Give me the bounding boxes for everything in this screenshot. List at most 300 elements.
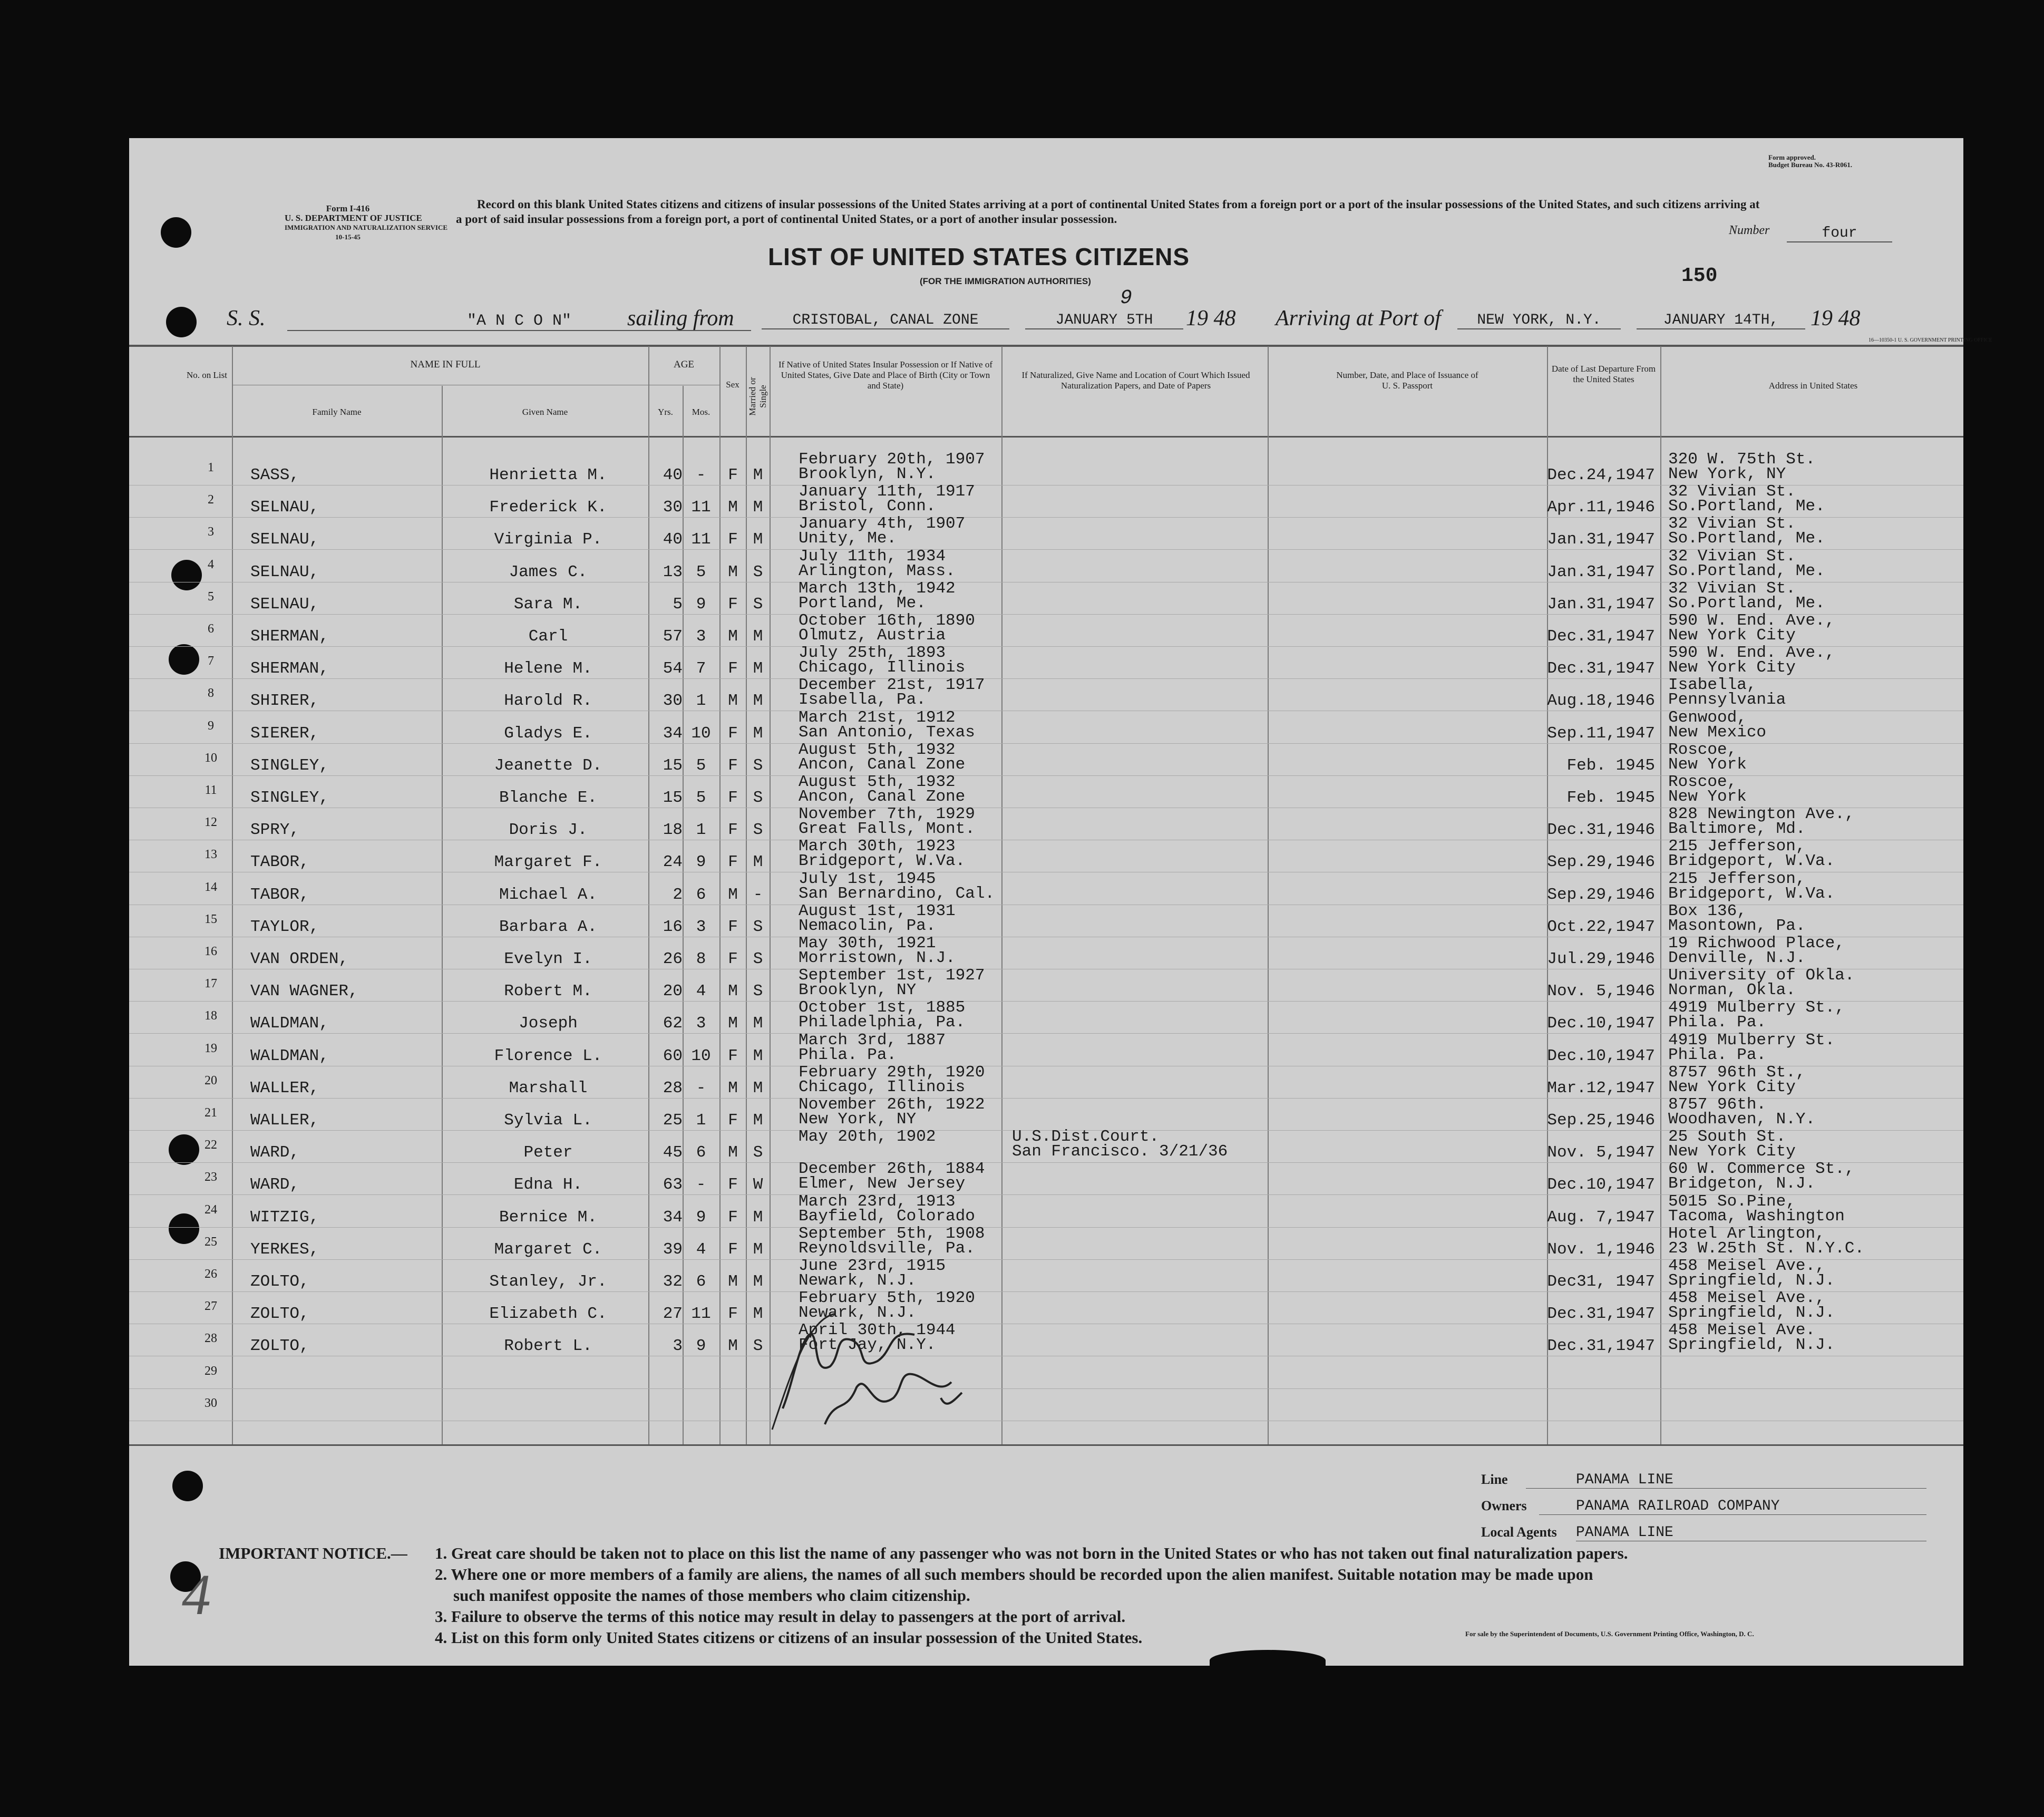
sex: F bbox=[728, 530, 738, 549]
form-id-block bbox=[285, 203, 448, 242]
birth-date: March 13th, 1942 bbox=[799, 579, 956, 598]
sex: M bbox=[728, 1272, 738, 1291]
age-months: 6 bbox=[696, 1143, 706, 1162]
address-line-2: New York City bbox=[1668, 1142, 1796, 1161]
naturalization-court: U.S.Dist.Court. bbox=[1012, 1128, 1160, 1146]
notice-item-2-continued: such manifest opposite the names of those members who claim citizenship. bbox=[453, 1586, 970, 1605]
birth-place: Ancon, Canal Zone bbox=[799, 755, 966, 774]
age-months: 9 bbox=[696, 595, 706, 614]
marital-status: S bbox=[753, 595, 763, 614]
header-passport: Number, Date, and Place of Issuance of U. S. Passport bbox=[1336, 370, 1478, 391]
birth-date: January 4th, 1907 bbox=[799, 514, 966, 533]
col-rule bbox=[232, 346, 233, 1444]
notice-item-1: 1. Great care should be taken not to place on this list the name of any passenger who was not born in the United States or who has not taken out final naturalization papers. bbox=[435, 1544, 1628, 1562]
address-line-2: So.Portland, Me. bbox=[1668, 561, 1825, 580]
marital-status: M bbox=[753, 1046, 763, 1065]
birth-date: March 3rd, 1887 bbox=[799, 1031, 946, 1050]
departure-port: CRISTOBAL, CANAL ZONE bbox=[762, 312, 1009, 329]
row-number: 20 bbox=[205, 1073, 217, 1087]
birth-place: Nemacolin, Pa. bbox=[799, 916, 936, 935]
last-departure-date: Oct.22,1947 bbox=[1547, 917, 1655, 936]
row-number: 10 bbox=[205, 751, 217, 765]
family-name: WITZIG, bbox=[250, 1208, 319, 1227]
address-line-1: 828 Newington Ave., bbox=[1668, 805, 1855, 824]
age-months: 10 bbox=[691, 724, 711, 743]
given-name: Henrietta M. bbox=[489, 466, 607, 484]
sex: F bbox=[728, 1046, 738, 1065]
marital-status: M bbox=[753, 1305, 763, 1324]
number-value: four bbox=[1787, 225, 1892, 242]
age-years: 54 bbox=[663, 659, 683, 678]
marital-status: M bbox=[753, 1078, 763, 1097]
family-name: WALLER, bbox=[250, 1078, 319, 1097]
age-years: 60 bbox=[663, 1046, 683, 1065]
given-name: Elizabeth C. bbox=[489, 1305, 607, 1324]
birth-place: Philadelphia, Pa. bbox=[799, 1013, 966, 1032]
family-name: SINGLEY, bbox=[250, 756, 329, 775]
birth-date: June 23rd, 1915 bbox=[799, 1257, 946, 1275]
last-departure-date: Nov. 1,1946 bbox=[1547, 1240, 1655, 1259]
age-months: 4 bbox=[696, 1240, 706, 1259]
birth-place: Brooklyn, NY bbox=[799, 981, 917, 1000]
col-rule bbox=[719, 346, 721, 1444]
address-line-1: 32 Vivian St. bbox=[1668, 514, 1796, 533]
given-name: Doris J. bbox=[509, 821, 588, 840]
family-name: SASS, bbox=[250, 466, 300, 484]
departure-date: JANUARY 5TH bbox=[1025, 312, 1183, 329]
birth-date: July 25th, 1893 bbox=[799, 644, 946, 663]
last-departure-date: Sep.25,1946 bbox=[1547, 1111, 1655, 1130]
age-months: 7 bbox=[696, 659, 706, 678]
age-months: 10 bbox=[691, 1046, 711, 1065]
given-name: Marshall bbox=[509, 1078, 588, 1097]
address-line-1: 25 South St. bbox=[1668, 1128, 1786, 1146]
marital-status: M bbox=[753, 530, 763, 549]
age-years: 15 bbox=[663, 789, 683, 807]
birth-place: San Bernardino, Cal. bbox=[799, 884, 995, 903]
marital-status: M bbox=[753, 724, 763, 743]
address-line-1: 458 Meisel Ave. bbox=[1668, 1321, 1816, 1340]
family-name: SELNAU, bbox=[250, 595, 319, 614]
row-number: 18 bbox=[205, 1009, 217, 1023]
arriving-label: Arriving at Port of bbox=[1276, 306, 1441, 331]
address-line-1: Hotel Arlington, bbox=[1668, 1224, 1825, 1243]
row-number: 6 bbox=[208, 622, 214, 636]
sex: M bbox=[728, 1014, 738, 1033]
agents-label: Local Agents bbox=[1481, 1524, 1557, 1540]
address-line-1: 458 Meisel Ave., bbox=[1668, 1289, 1825, 1308]
last-departure-date: Dec.10,1947 bbox=[1547, 1046, 1655, 1065]
age-months: 4 bbox=[696, 982, 706, 1001]
page-subtitle: (FOR THE IMMIGRATION AUTHORITIES) bbox=[920, 276, 1091, 286]
address-line-2: New York City bbox=[1668, 1077, 1796, 1096]
punch-hole bbox=[166, 307, 197, 337]
birth-date: February 20th, 1907 bbox=[799, 450, 985, 469]
last-departure-date: Aug.18,1946 bbox=[1547, 692, 1655, 711]
row-number: 3 bbox=[208, 525, 214, 539]
printer-note: For sale by the Superintendent of Documents, U.S. Government Printing Office, Washington, D. C. bbox=[1465, 1630, 1754, 1638]
family-name: ZOLTO, bbox=[250, 1337, 309, 1356]
header-no: No. on List bbox=[187, 370, 227, 380]
family-name: SELNAU, bbox=[250, 562, 319, 581]
given-name: Florence L. bbox=[494, 1046, 602, 1065]
birth-date: November 26th, 1922 bbox=[799, 1095, 985, 1114]
arrival-port: NEW YORK, N.Y. bbox=[1457, 312, 1621, 329]
header-sex: Sex bbox=[726, 380, 739, 390]
family-name: VAN WAGNER, bbox=[250, 982, 358, 1001]
address-line-2: So.Portland, Me. bbox=[1668, 497, 1825, 516]
line-value: PANAMA LINE bbox=[1526, 1472, 1926, 1489]
header-naturalized: If Naturalized, Give Name and Location of Court Which Issued Naturalization Papers, and Date of Papers bbox=[1021, 370, 1250, 391]
address-line-1: 590 W. End. Ave., bbox=[1668, 644, 1835, 663]
sex: F bbox=[728, 466, 738, 484]
row-number: 1 bbox=[208, 461, 214, 474]
marital-status: S bbox=[753, 950, 763, 968]
family-name: SELNAU, bbox=[250, 530, 319, 549]
sex: F bbox=[728, 756, 738, 775]
family-name: TAYLOR, bbox=[250, 917, 319, 936]
given-name: Robert L. bbox=[504, 1337, 592, 1356]
manifest-sheet bbox=[129, 138, 1992, 1666]
birth-date: August 1st, 1931 bbox=[799, 901, 956, 920]
header-address: Address in United States bbox=[1768, 381, 1858, 391]
table-bottom-rule bbox=[129, 1444, 1963, 1446]
birth-place: Isabella, Pa. bbox=[799, 691, 926, 710]
birth-date: May 20th, 1902 bbox=[799, 1128, 936, 1146]
paper-tear bbox=[1210, 1650, 1326, 1671]
sex: F bbox=[728, 789, 738, 807]
age-months: 1 bbox=[696, 821, 706, 840]
row-number: 5 bbox=[208, 589, 214, 604]
sex: F bbox=[728, 917, 738, 936]
age-years: 13 bbox=[663, 562, 683, 581]
col-rule bbox=[1268, 346, 1269, 1444]
row-number: 28 bbox=[205, 1332, 217, 1346]
row-number: 8 bbox=[208, 686, 214, 701]
last-departure-date: Dec31, 1947 bbox=[1547, 1272, 1655, 1291]
age-months: 11 bbox=[691, 530, 711, 549]
address-line-2: Bridgeton, N.J. bbox=[1668, 1174, 1816, 1193]
address-line-1: 32 Vivian St. bbox=[1668, 482, 1796, 501]
row-number: 24 bbox=[205, 1202, 217, 1217]
col-rule bbox=[770, 346, 771, 1444]
address-line-2: Pennsylvania bbox=[1668, 691, 1786, 710]
last-departure-date: Feb. 1945 bbox=[1566, 789, 1655, 807]
birth-date: January 11th, 1917 bbox=[799, 482, 975, 501]
family-name: TABOR, bbox=[250, 885, 309, 904]
age-years: 16 bbox=[663, 917, 683, 936]
notice-item-4: 4. List on this form only United States citizens or citizens of an insular possession of the United States. bbox=[435, 1628, 1143, 1647]
header-given-name: Given Name bbox=[522, 407, 568, 417]
row-number: 7 bbox=[208, 654, 214, 668]
age-years: 25 bbox=[663, 1111, 683, 1130]
marital-status: M bbox=[753, 498, 763, 517]
departure-date-correction: 9 bbox=[1120, 287, 1132, 309]
last-departure-date: Nov. 5,1946 bbox=[1547, 982, 1655, 1001]
address-line-2: New York City bbox=[1668, 626, 1796, 645]
address-line-2: Bridgeport, W.Va. bbox=[1668, 852, 1835, 871]
address-line-2: Masontown, Pa. bbox=[1668, 916, 1806, 935]
age-months: 3 bbox=[696, 627, 706, 646]
birth-date: March 23rd, 1913 bbox=[799, 1192, 956, 1211]
last-departure-date: Dec.31,1947 bbox=[1547, 659, 1655, 678]
age-months: 5 bbox=[696, 562, 706, 581]
row-number: 4 bbox=[208, 557, 214, 571]
address-line-2: Denville, N.J. bbox=[1668, 949, 1806, 967]
header-age: AGE bbox=[673, 359, 695, 370]
address-line-1: 4919 Mulberry St. bbox=[1668, 1031, 1835, 1050]
age-months: - bbox=[696, 1078, 706, 1097]
departure-year: 19 48 bbox=[1186, 306, 1236, 331]
address-line-1: Box 136, bbox=[1668, 901, 1747, 920]
family-name: WALLER, bbox=[250, 1111, 319, 1130]
sex: M bbox=[728, 982, 738, 1001]
col-rule bbox=[1001, 346, 1002, 1444]
col-rule bbox=[1660, 346, 1661, 1444]
family-name: WALDMAN, bbox=[250, 1046, 329, 1065]
last-departure-date: Nov. 5,1947 bbox=[1547, 1143, 1655, 1162]
birth-place: Newark, N.J. bbox=[799, 1271, 917, 1290]
header-family-name: Family Name bbox=[312, 407, 362, 417]
header-married-single: Married or Single bbox=[747, 377, 768, 416]
header-mos: Mos. bbox=[692, 407, 710, 417]
agents-value: PANAMA LINE bbox=[1576, 1524, 1926, 1541]
ship-name: "A N C O N" bbox=[287, 312, 751, 331]
age-years: 62 bbox=[663, 1014, 683, 1033]
address-line-1: University of Okla. bbox=[1668, 966, 1855, 985]
last-departure-date: Mar.12,1947 bbox=[1547, 1078, 1655, 1097]
age-years: 45 bbox=[663, 1143, 683, 1162]
row-number: 2 bbox=[208, 493, 214, 507]
family-name: VAN ORDEN, bbox=[250, 950, 349, 968]
address-line-2: Phila. Pa. bbox=[1668, 1045, 1767, 1064]
age-months: 1 bbox=[696, 1111, 706, 1130]
given-name: Bernice M. bbox=[499, 1208, 598, 1227]
address-line-1: Isabella, bbox=[1668, 676, 1757, 695]
family-name: ZOLTO, bbox=[250, 1272, 309, 1291]
last-departure-date: Dec.31,1947 bbox=[1547, 1337, 1655, 1356]
marital-status: S bbox=[753, 1337, 763, 1356]
age-years: 20 bbox=[663, 982, 683, 1001]
row-number: 21 bbox=[205, 1106, 217, 1120]
given-name: Gladys E. bbox=[504, 724, 592, 743]
punch-hole bbox=[172, 1471, 203, 1501]
owners-value: PANAMA RAILROAD COMPANY bbox=[1539, 1498, 1926, 1515]
address-line-2: Norman, Okla. bbox=[1668, 981, 1796, 1000]
last-departure-date: Sep.29,1946 bbox=[1547, 885, 1655, 904]
sex: M bbox=[728, 885, 738, 904]
header-bottom-rule bbox=[129, 436, 1963, 438]
ss-label: S. S. bbox=[227, 306, 266, 331]
page-title: LIST OF UNITED STATES CITIZENS bbox=[768, 243, 1190, 270]
sex: M bbox=[728, 1078, 738, 1097]
birth-place: Great Falls, Mont. bbox=[799, 820, 975, 839]
sex: M bbox=[728, 1143, 738, 1162]
given-name: Stanley, Jr. bbox=[489, 1272, 607, 1291]
address-line-2: New York bbox=[1668, 755, 1747, 774]
age-months: 1 bbox=[696, 692, 706, 711]
last-departure-date: Dec.10,1947 bbox=[1547, 1175, 1655, 1194]
birth-date: August 5th, 1932 bbox=[799, 740, 956, 759]
address-line-2: New York City bbox=[1668, 658, 1796, 677]
approval-block bbox=[1768, 154, 1852, 169]
address-line-1: 32 Vivian St. bbox=[1668, 547, 1796, 566]
given-name: Frederick K. bbox=[489, 498, 607, 517]
last-departure-date: Dec.31,1947 bbox=[1547, 1305, 1655, 1324]
given-name: Evelyn I. bbox=[504, 950, 592, 968]
given-name: Margaret F. bbox=[494, 853, 602, 872]
age-months: - bbox=[696, 1175, 706, 1194]
last-departure-date: Apr.11,1946 bbox=[1547, 498, 1655, 517]
sex: F bbox=[728, 1240, 738, 1259]
last-departure-date: Sep.11,1947 bbox=[1547, 724, 1655, 743]
age-months: 6 bbox=[696, 885, 706, 904]
family-name: SINGLEY, bbox=[250, 789, 329, 807]
age-months: 3 bbox=[696, 917, 706, 936]
age-months: 9 bbox=[696, 1337, 706, 1356]
address-line-1: 590 W. End. Ave., bbox=[1668, 611, 1835, 630]
margin-mark: 4 bbox=[182, 1562, 211, 1627]
row-number: 22 bbox=[205, 1138, 217, 1152]
sex: F bbox=[728, 950, 738, 968]
birth-place: Arlington, Mass. bbox=[799, 561, 956, 580]
marital-status: S bbox=[753, 562, 763, 581]
age-years: 34 bbox=[663, 1208, 683, 1227]
agency-name: U. S. DEPARTMENT OF JUSTICE bbox=[285, 213, 422, 223]
marital-status: S bbox=[753, 1143, 763, 1162]
row-number: 11 bbox=[205, 783, 217, 797]
age-months: 11 bbox=[691, 1305, 711, 1324]
marital-status: M bbox=[753, 1014, 763, 1033]
marital-status: M bbox=[753, 466, 763, 484]
row-number: 25 bbox=[205, 1235, 217, 1249]
marital-status: M bbox=[753, 627, 763, 646]
birth-place: San Antonio, Texas bbox=[799, 723, 975, 742]
family-name: SHERMAN, bbox=[250, 659, 329, 678]
last-departure-date: Dec.10,1947 bbox=[1547, 1014, 1655, 1033]
sex: F bbox=[728, 1175, 738, 1194]
age-years: 24 bbox=[663, 853, 683, 872]
marital-status: M bbox=[753, 1111, 763, 1130]
age-years: 30 bbox=[663, 498, 683, 517]
sex: F bbox=[728, 853, 738, 872]
header-yrs: Yrs. bbox=[658, 407, 673, 417]
sex: M bbox=[728, 627, 738, 646]
birth-place: Portland, Me. bbox=[799, 594, 926, 613]
row-number: 9 bbox=[208, 718, 214, 733]
family-name: WALDMAN, bbox=[250, 1014, 329, 1033]
given-name: Barbara A. bbox=[499, 917, 598, 936]
sex: F bbox=[728, 1305, 738, 1324]
address-line-2: Tacoma, Washington bbox=[1668, 1207, 1845, 1226]
last-departure-date: Jan.31,1947 bbox=[1547, 530, 1655, 549]
address-line-1: 19 Richwood Place, bbox=[1668, 934, 1845, 953]
row-number: 12 bbox=[205, 815, 217, 830]
age-years: 27 bbox=[663, 1305, 683, 1324]
notice-item-3: 3. Failure to observe the terms of this notice may result in delay to passengers at the port of arrival. bbox=[435, 1607, 1126, 1626]
birth-date: March 30th, 1923 bbox=[799, 837, 956, 856]
sailing-label: sailing from bbox=[627, 306, 734, 331]
birth-place: Newark, N.J. bbox=[799, 1304, 917, 1323]
form-date: 10-15-45 bbox=[335, 233, 361, 241]
age-months: 9 bbox=[696, 853, 706, 872]
family-name: SHERMAN, bbox=[250, 627, 329, 646]
birth-place: Unity, Me. bbox=[799, 529, 897, 548]
age-years: 63 bbox=[663, 1175, 683, 1194]
birth-date: December 26th, 1884 bbox=[799, 1160, 985, 1179]
address-line-1: Roscoe, bbox=[1668, 773, 1737, 791]
sex: F bbox=[728, 595, 738, 614]
given-name: Sylvia L. bbox=[504, 1111, 592, 1130]
row-number: 30 bbox=[205, 1396, 217, 1410]
age-years: 26 bbox=[663, 950, 683, 968]
naturalization-place-date: San Francisco. 3/21/36 bbox=[1012, 1142, 1228, 1161]
sex: F bbox=[728, 724, 738, 743]
birth-place: New York, NY bbox=[799, 1110, 917, 1129]
address-line-2: So.Portland, Me. bbox=[1668, 594, 1825, 613]
birth-date: February 29th, 1920 bbox=[799, 1063, 985, 1082]
sex: M bbox=[728, 562, 738, 581]
marital-status: M bbox=[753, 1208, 763, 1227]
age-years: 15 bbox=[663, 756, 683, 775]
punch-hole bbox=[161, 217, 191, 248]
birth-date: April 30th, 1944 bbox=[799, 1321, 956, 1340]
sex: F bbox=[728, 821, 738, 840]
age-years: 30 bbox=[663, 692, 683, 711]
family-name: WARD, bbox=[250, 1175, 300, 1194]
given-name: Robert M. bbox=[504, 982, 592, 1001]
last-departure-date: Feb. 1945 bbox=[1566, 756, 1655, 775]
age-months: 8 bbox=[696, 950, 706, 968]
birth-date: September 5th, 1908 bbox=[799, 1224, 985, 1243]
marital-status: W bbox=[753, 1175, 763, 1194]
address-line-2: Bridgeport, W.Va. bbox=[1668, 884, 1835, 903]
last-departure-date: Jan.31,1947 bbox=[1547, 562, 1655, 581]
age-months: 11 bbox=[691, 498, 711, 517]
row-number: 13 bbox=[205, 848, 217, 862]
family-name: SPRY, bbox=[250, 821, 300, 840]
age-years: 40 bbox=[663, 530, 683, 549]
row-number: 17 bbox=[205, 977, 217, 991]
row-number: 23 bbox=[205, 1170, 217, 1184]
birth-place: Brooklyn, N.Y. bbox=[799, 465, 936, 483]
address-line-2: So.Portland, Me. bbox=[1668, 529, 1825, 548]
marital-status: S bbox=[753, 789, 763, 807]
address-line-1: 8757 96th. bbox=[1668, 1095, 1767, 1114]
birth-date: November 7th, 1929 bbox=[799, 805, 975, 824]
age-years: 40 bbox=[663, 466, 683, 484]
marital-status: S bbox=[753, 917, 763, 936]
marital-status: M bbox=[753, 1240, 763, 1259]
sex: M bbox=[728, 692, 738, 711]
birth-date: July 1st, 1945 bbox=[799, 869, 936, 888]
address-line-2: Phila. Pa. bbox=[1668, 1013, 1767, 1032]
address-line-1: 215 Jefferson, bbox=[1668, 869, 1806, 888]
age-months: 5 bbox=[696, 789, 706, 807]
sex: M bbox=[728, 498, 738, 517]
address-line-2: New York, NY bbox=[1668, 465, 1786, 483]
birth-place: Reynoldsville, Pa. bbox=[799, 1239, 975, 1258]
address-line-2: New Mexico bbox=[1668, 723, 1767, 742]
age-years: 57 bbox=[663, 627, 683, 646]
family-name: YERKES, bbox=[250, 1240, 319, 1259]
marital-status: M bbox=[753, 659, 763, 678]
birth-place: Ancon, Canal Zone bbox=[799, 788, 966, 806]
family-name: SHIRER, bbox=[250, 692, 319, 711]
marital-status: - bbox=[753, 885, 763, 904]
row-rule bbox=[129, 1388, 1963, 1389]
birth-date: August 5th, 1932 bbox=[799, 773, 956, 791]
